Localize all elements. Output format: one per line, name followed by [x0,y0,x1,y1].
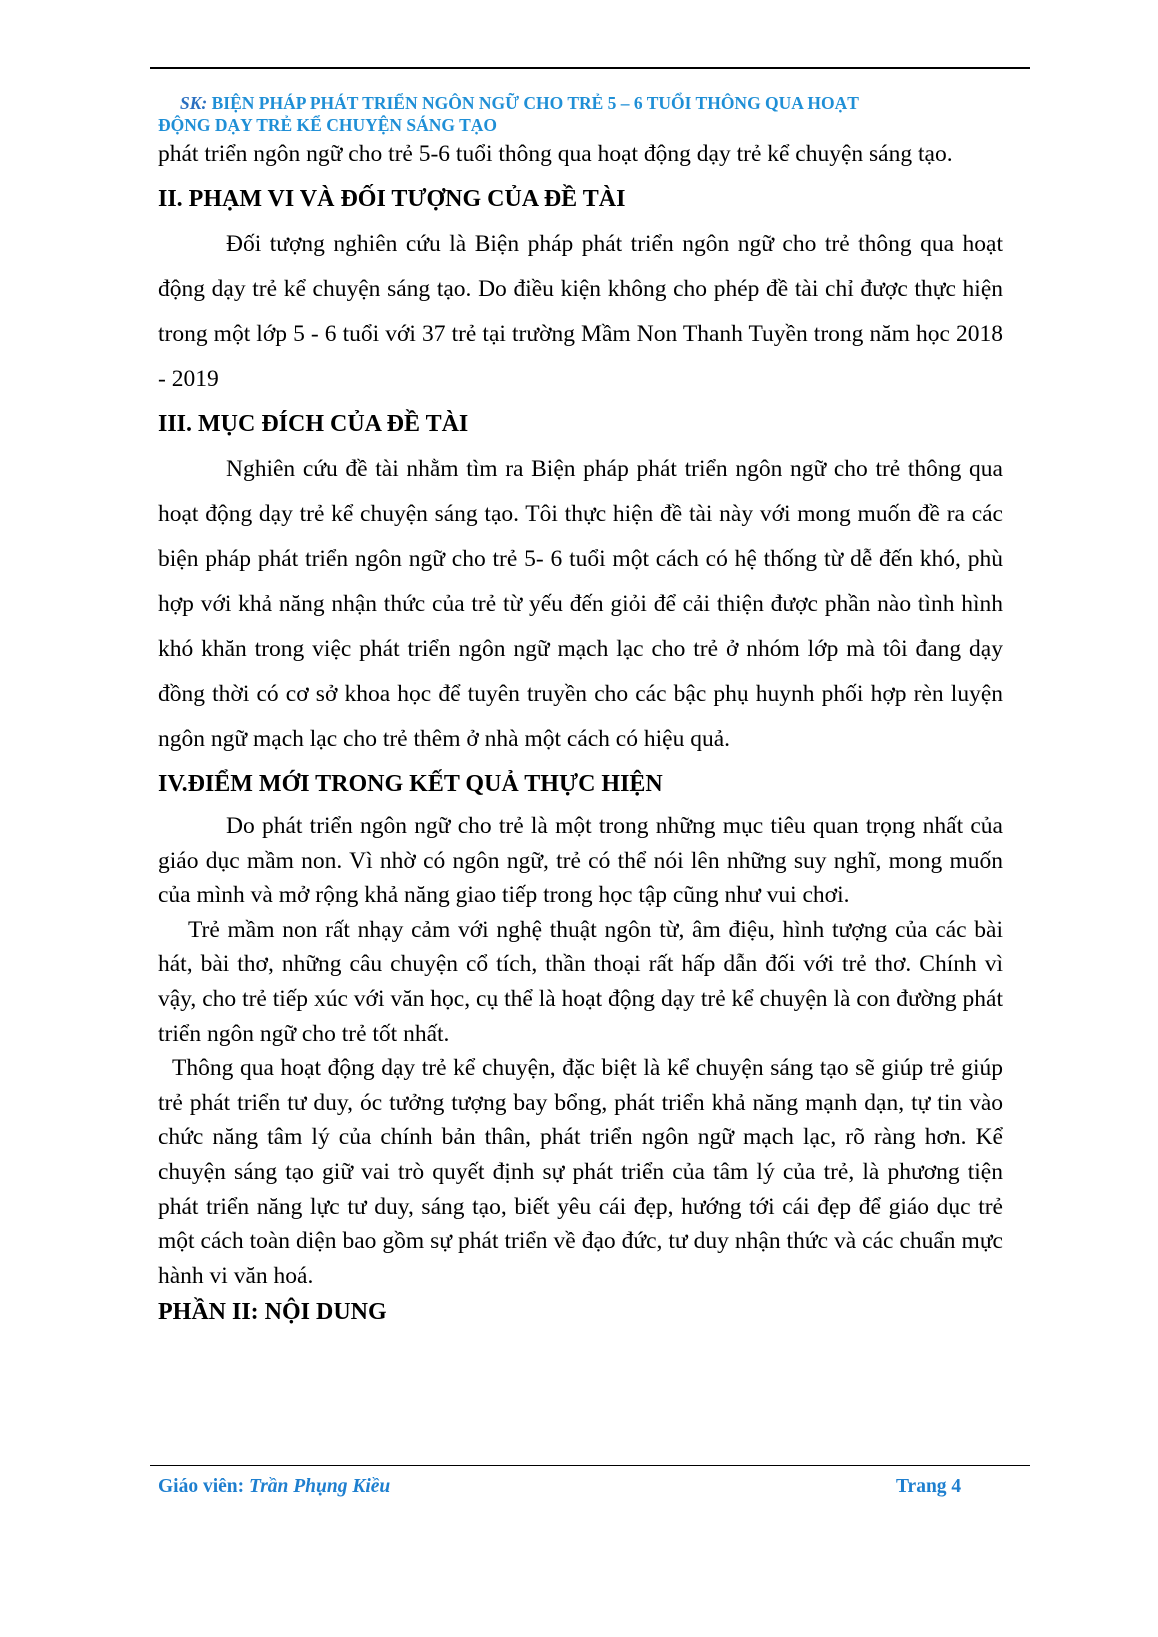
section-4-paragraph-1: Do phát triển ngôn ngữ cho trẻ là một trong những mục tiêu quan trọng nhất của giáo dục mầm non. Vì nhờ có ngôn ngữ, trẻ có thể nói lên những suy nghĩ, mong muốn của mình và mở rộng khả năng giao tiếp trong học tập cũng như vui chơi. [158,813,1003,909]
header-rule [150,67,1030,69]
section-4-paragraph-2: Trẻ mầm non rất nhạy cảm với nghệ thuật ngôn từ, âm điệu, hình tượng của các bài hát, bài thơ, những câu chuyện cổ tích, thần thoại rất hấp dẫn đối với trẻ thơ. Chính vì vậy, cho trẻ tiếp xúc với văn học, cụ thể là hoạt động dạy trẻ kể chuyện là con đường phát triển ngôn ngữ cho trẻ tốt nhất. [158,916,1003,1047]
teacher-label: Giáo viên: [158,1476,249,1497]
teacher-name: Trần Phụng Kiều [249,1476,391,1497]
header-prefix: SK: [180,93,208,113]
part-2-heading: PHẦN II: NỘI DUNG [158,1299,387,1326]
section-2-paragraph: Đối tượng nghiên cứu là Biện pháp phát triển ngôn ngữ cho trẻ thông qua hoạt động dạy trẻ kể chuyện sáng tạo. Do điều kiện không cho phép đề tài chỉ được thực hiện trong một lớp 5 - 6 tuổi với 37 trẻ tại trường Mầm Non Thanh Tuyền trong năm học 2018 - 2019 [158,231,1003,392]
section-4-paragraph-3: Thông qua hoạt động dạy trẻ kể chuyện, đặc biệt là kể chuyện sáng tạo sẽ giúp trẻ giúp trẻ phát triển tư duy, óc tưởng tượng bay bổng, phát triển khả năng mạnh dạn, tự tin vào chức năng tâm lý của chính bản thân, phát triển ngôn ngữ mạch lạc, rõ ràng hơn. Kể chuyện sáng tạo giữ vai trò quyết định sự phát triển của tâm lý của trẻ, là phương tiện phát triển năng lực tư duy, sáng tạo, biết yêu cái đẹp, hướng tới cái đẹp để giáo dục trẻ một cách toàn diện bao gồm sự phát triển về đạo đức, tư duy nhận thức và các chuẩn mực hành vi văn hoá. [158,1055,1003,1289]
intro-continuation: phát triển ngôn ngữ cho trẻ 5-6 tuổi thông qua hoạt động dạy trẻ kể chuyện sáng tạo. [158,141,953,167]
page-number: Trang 4 [896,1476,962,1497]
section-4-heading: IV.ĐIỂM MỚI TRONG KẾT QUẢ THỰC HIỆN [158,771,663,797]
header-title-line-2: ĐỘNG DẠY TRẺ KỂ CHUYỆN SÁNG TẠO [158,115,498,135]
section-2-heading: II. PHẠM VI VÀ ĐỐI TƯỢNG CỦA ĐỀ TÀI [158,186,626,212]
section-3-heading: III. MỤC ĐÍCH CỦA ĐỀ TÀI [158,411,469,437]
footer-rule [150,1465,1030,1466]
page-body [158,132,1003,1331]
header-line-1 [158,92,1003,114]
running-header [158,92,1003,136]
header-title-line-1: BIỆN PHÁP PHÁT TRIỂN NGÔN NGỮ CHO TRẺ 5 – 6 TUỔI THÔNG QUA HOẠT [207,93,859,113]
section-3-paragraph: Nghiên cứu đề tài nhằm tìm ra Biện pháp phát triển ngôn ngữ cho trẻ thông qua hoạt động dạy trẻ kể chuyện sáng tạo. Tôi thực hiện đề tài này với mong muốn đề ra các biện pháp phát triển ngôn ngữ cho trẻ 5- 6 tuổi một cách có hệ thống từ dễ đến khó, phù hợp với khả năng nhận thức của trẻ từ yếu đến giỏi để cải thiện được phần nào tình hình khó khăn trong việc phát triển ngôn ngữ mạch lạc cho trẻ ở nhóm lớp mà tôi đang dạy đồng thời có cơ sở khoa học để tuyên truyền cho các bậc phụ huynh phối hợp rèn luyện ngôn ngữ mạch lạc cho trẻ thêm ở nhà một cách có hiệu quả. [158,456,1003,752]
footer-teacher [158,1476,390,1498]
